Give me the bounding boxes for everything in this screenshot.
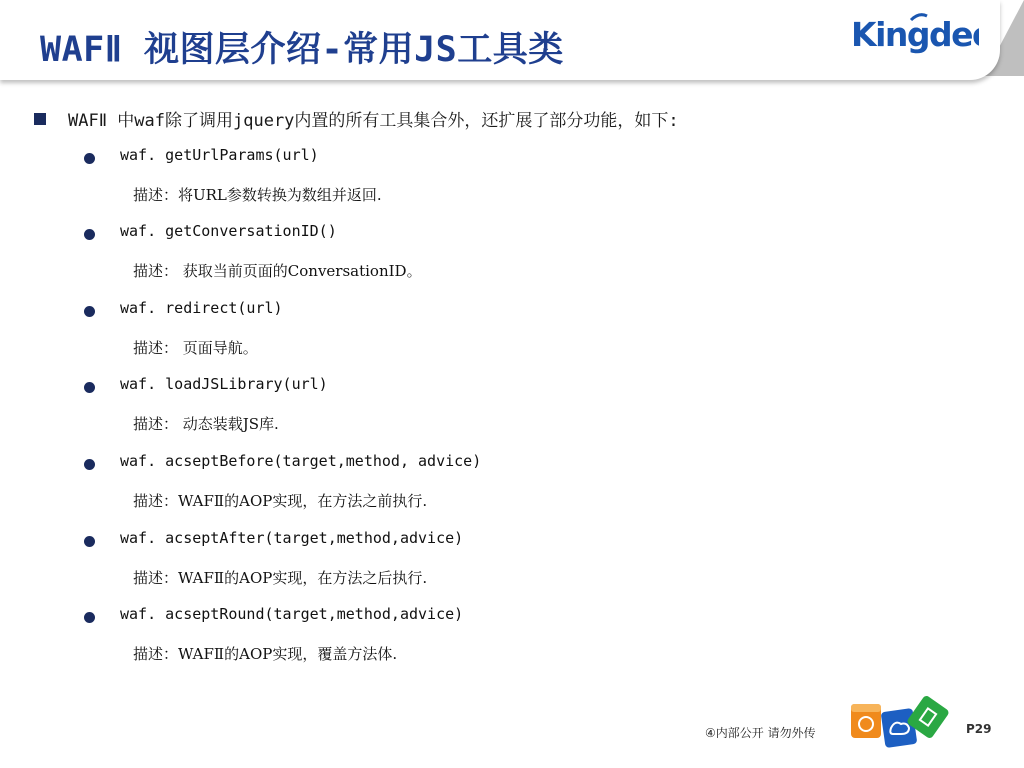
circle-bullet-icon bbox=[84, 153, 95, 164]
function-signature: waf. acseptBefore(target,method, advice) bbox=[120, 452, 482, 470]
function-description: 描述：将URL参数转换为数组并返回. bbox=[133, 186, 382, 204]
circle-bullet-icon bbox=[84, 306, 95, 317]
function-signature: waf. acseptRound(target,method,advice) bbox=[120, 605, 464, 623]
function-description: 描述：WAFⅡ的AOP实现，在方法之前执行. bbox=[133, 492, 428, 510]
circle-bullet-icon bbox=[84, 382, 95, 393]
confidentiality-note: ④内部公开 请勿外传 bbox=[705, 726, 816, 740]
title-bar bbox=[0, 0, 1024, 88]
function-signature: waf. getUrlParams(url) bbox=[120, 146, 319, 164]
function-description: 描述： 页面导航。 bbox=[133, 339, 258, 357]
function-signature: waf. loadJSLibrary(url) bbox=[120, 375, 328, 393]
logo-text: Kingdee bbox=[851, 15, 979, 54]
orange-cube-icon bbox=[851, 704, 881, 738]
square-bullet-icon bbox=[34, 113, 46, 125]
product-cubes-icon bbox=[845, 690, 955, 760]
slide-title: WAFⅡ 视图层介绍-常用JS工具类 bbox=[40, 30, 564, 70]
function-signature: waf. redirect(url) bbox=[120, 299, 283, 317]
kingdee-logo-mark bbox=[849, 10, 979, 56]
function-description: 描述：WAFⅡ的AOP实现，在方法之后执行. bbox=[133, 569, 428, 587]
function-description: 描述： 动态装载JS库. bbox=[133, 415, 279, 433]
kingdee-logo bbox=[849, 10, 979, 56]
intro-line bbox=[34, 106, 679, 131]
circle-bullet-icon bbox=[84, 459, 95, 470]
function-signature: waf. getConversationID() bbox=[120, 222, 337, 240]
function-signature: waf. acseptAfter(target,method,advice) bbox=[120, 529, 464, 547]
function-description: 描述：WAFⅡ的AOP实现，覆盖方法体. bbox=[133, 645, 398, 663]
page-number: P29 bbox=[966, 722, 992, 736]
function-description: 描述： 获取当前页面的ConversationID。 bbox=[133, 262, 422, 280]
circle-bullet-icon bbox=[84, 536, 95, 547]
circle-bullet-icon bbox=[84, 229, 95, 240]
circle-bullet-icon bbox=[84, 612, 95, 623]
intro-text: WAFⅡ 中waf除了调用jquery内置的所有工具集合外，还扩展了部分功能，如下: bbox=[68, 111, 679, 131]
